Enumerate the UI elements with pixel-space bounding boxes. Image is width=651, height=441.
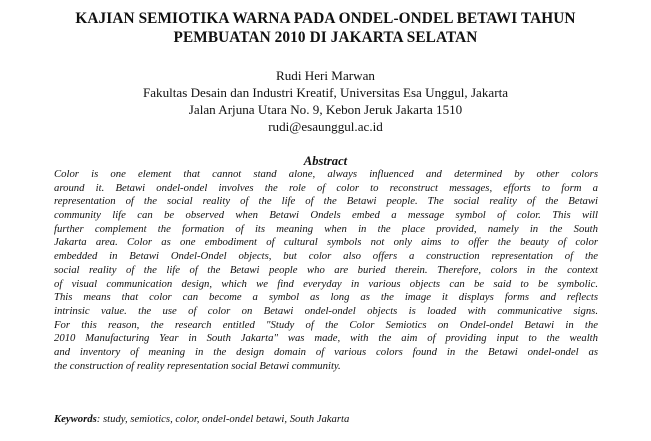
abstract-line: social reality of the life of the Betawi people who are buried therein. Therefore, colors in the context	[54, 263, 598, 276]
paper-title	[0, 9, 651, 47]
abstract-line: representation of the social reality of the life of the Betawi people. The social reality of the Betawi	[54, 195, 598, 208]
abstract-line: Color is one element that cannot stand alone, always influenced and determined by other colors	[54, 168, 598, 180]
abstract-line: intrinsic value. the use of color on Betawi ondel-ondel objects is loaded with communicative signs.	[54, 304, 598, 317]
author-email: rudi@esaunggul.ac.id	[268, 119, 383, 134]
author-block	[0, 67, 651, 135]
abstract-line: embedded in Betawi Ondel-Ondel objects, but color also offers a construction representation of the	[54, 250, 598, 263]
keywords-text: : study, semiotics, color, ondel-ondel betawi, South Jakarta	[96, 413, 350, 425]
abstract-line: For this reason, the research entitled "Study of the Color Semiotics on Ondel-ondel Betawi in the	[54, 318, 598, 331]
keywords-label: Keywords	[54, 413, 97, 425]
abstract-line: community life can be observed when Betawi Ondels embed a message symbol of color. This will	[54, 209, 598, 222]
abstract-heading: Abstract	[303, 154, 348, 168]
author-name: Rudi Heri Marwan	[276, 68, 375, 83]
abstract-line: the construction of reality representation social Betawi community.	[54, 359, 341, 372]
keywords-line	[54, 412, 598, 426]
author-address: Jalan Arjuna Utara No. 9, Kebon Jeruk Jakarta 1510	[188, 102, 463, 117]
title-line-1: KAJIAN SEMIOTIKA WARNA PADA ONDEL-ONDEL BETAWI TAHUN	[75, 10, 576, 27]
abstract-line: around it. Betawi ondel-ondel involves the role of color to reconstruct messages, efforts to form a	[54, 181, 598, 194]
title-line-2: PEMBUATAN 2010 DI JAKARTA SELATAN	[173, 29, 478, 46]
abstract-line: and inventory of meaning in the design domain of various colors found in the Betawi ondel-ondel as	[54, 345, 598, 358]
abstract-line: further complement the formation of its meaning when in the place provided, namely in the South	[54, 222, 598, 235]
abstract-line: This means that color can become a symbol as long as the image it displays forms and reflects	[54, 291, 598, 304]
abstract-body	[54, 168, 598, 373]
abstract-line: of visual communication design, which we find everyday in various objects can be said to be symbolic.	[54, 277, 598, 290]
author-affiliation: Fakultas Desain dan Industri Kreatif, Universitas Esa Unggul, Jakarta	[142, 85, 509, 100]
abstract-line: Jakarta area. Color as one embodiment of cultural symbols not only aims to offer the beauty of color	[54, 236, 598, 249]
abstract-line: 2010 Manufacturing Year in South Jakarta" was made, with the aim of providing input to the wealth	[54, 332, 598, 345]
